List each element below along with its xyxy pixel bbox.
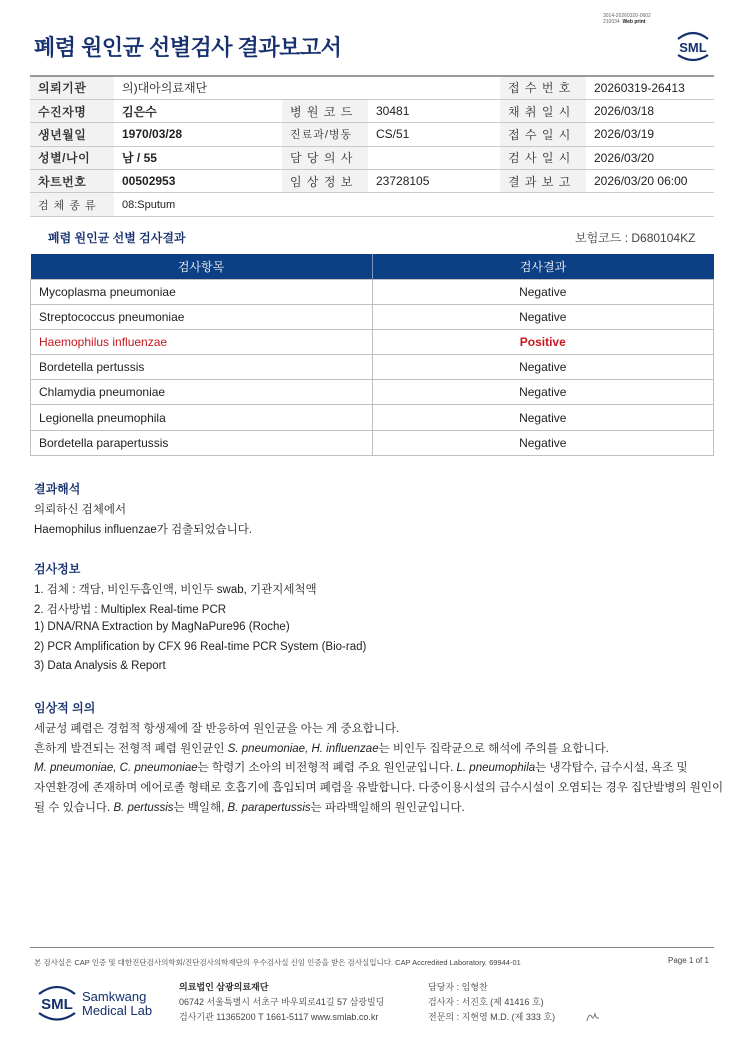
insurance-code: 보험코드 : D680104KZ [575, 231, 696, 245]
test-info-title: 검사정보 [34, 562, 81, 576]
receipt-no-value: 20260319-26413 [594, 80, 685, 95]
patient-info-table [30, 75, 714, 217]
table-row [31, 355, 714, 380]
logo-brand-line1: Samkwang [82, 989, 147, 1004]
patient-value: 김은수 [122, 104, 157, 119]
test-result: Negative [372, 355, 713, 380]
info-row [30, 146, 714, 169]
test-item: Streptococcus pneumoniae [31, 304, 373, 329]
info-row [30, 99, 714, 122]
info-row [30, 170, 714, 193]
test-date-label: 검 사 일 시 [500, 146, 586, 169]
table-row [31, 279, 714, 304]
test-date-value: 2026/03/20 [594, 150, 655, 165]
test-item: Legionella pneumophila [31, 405, 373, 430]
test-item: Bordetella parapertussis [31, 430, 373, 455]
footer-accreditation-note: 본 검사실은 CAP 인증 및 대한진단검사의학회/진단검사의학재단의 우수검사실 신임 인증을 받은 검사실입니다. CAP Accredited Laboratory. 69944-01 [34, 958, 521, 967]
test-result: Negative [372, 380, 713, 405]
results-section-title: 폐렴 원인균 선별 검사결과 [48, 231, 186, 245]
dob-label: 생년월일 [30, 123, 114, 146]
collect-date-value: 2026/03/18 [594, 104, 655, 119]
footer-org: 의료법인 삼광의료재단 [179, 982, 269, 992]
page-number: Page 1 of 1 [668, 956, 709, 965]
footer-tester: 검사자 : 서진호 (제 41416 호) [428, 997, 544, 1007]
table-row [31, 304, 714, 329]
specimen-value: 08:Sputum [122, 198, 176, 211]
patient-label: 수진자명 [30, 99, 114, 122]
info-row [30, 193, 714, 216]
hospital-code-label: 병 원 코 드 [282, 99, 368, 122]
clinical-line: 자연환경에 존재하며 에어로졸 형태로 호흡기에 흡입되며 폐렴을 유발합니다. 다중이용시설의 급수시설이 오염되는 경우 집단발병의 원인이 [34, 782, 724, 794]
print-meta-line1: 3014-20260320-0602 [603, 13, 651, 19]
print-meta-code: 210034 [603, 19, 620, 25]
interpretation-title: 결과해석 [34, 482, 81, 496]
test-info-line: 1. 검체 : 객담, 비인두흡인액, 비인두 swab, 기관지세척액 [34, 584, 317, 596]
signature-mark [584, 1010, 602, 1024]
clinical-line: M. pneumoniae, C. pneumoniae는 학령기 소아의 비전형적 폐렴 주요 원인균입니다. L. pneumophila는 냉각탑수, 급수시설, 욕조 및 [34, 762, 688, 774]
test-result: Negative [372, 279, 713, 304]
document-title: 폐렴 원인균 선별검사 결과보고서 [34, 35, 342, 60]
clinical-significance-title: 임상적 의의 [34, 701, 96, 715]
clinical-label: 임 상 정 보 [282, 170, 368, 193]
test-result: Negative [372, 304, 713, 329]
doctor-value [368, 146, 500, 169]
chart-no-label: 차트번호 [30, 170, 114, 193]
collect-date-label: 채 취 일 시 [500, 99, 586, 122]
sex-age-label: 성별/나이 [30, 146, 114, 169]
requester-label: 의뢰기관 [30, 76, 114, 99]
footer-specialist: 전문의 : 지현영 M.D. (제 333 호) [428, 1012, 556, 1022]
test-item: Bordetella pertussis [31, 355, 373, 380]
test-result: Negative [372, 405, 713, 430]
sml-logo-badge [672, 25, 714, 63]
footer-address: 06742 서울특별시 서초구 바우뫼로41길 57 삼광빌딩 [179, 997, 385, 1007]
clinical-line: 흔하게 발견되는 전형적 폐렴 원인균인 S. pneumoniae, H. influenzae는 비인두 집락균으로 해석에 주의를 요합니다. [34, 743, 609, 755]
print-meta-label: Web print [622, 19, 646, 25]
test-item: Haemophilus influenzae [31, 329, 373, 354]
receipt-date-value: 2026/03/19 [594, 127, 655, 142]
clinical-line: 될 수 있습니다. B. pertussis는 백일해, B. parapertussis는 파라백일해의 원인균입니다. [34, 802, 465, 814]
results-col-item: 검사항목 [31, 254, 373, 279]
info-row [30, 76, 714, 99]
footer-org-block [179, 980, 384, 1025]
dept-label: 진료과/병동 [282, 123, 368, 146]
footer-manager: 담당자 : 임형찬 [428, 982, 488, 992]
receipt-date-label: 접 수 일 시 [500, 123, 586, 146]
info-row [30, 123, 714, 146]
interpretation-line: 의뢰하신 검체에서 [34, 504, 127, 516]
test-info-line: 2. 검사방법 : Multiplex Real-time PCR [34, 604, 227, 616]
specimen-label: 검 체 종 류 [30, 193, 114, 216]
results-table [30, 254, 714, 456]
receipt-no-label: 접 수 번 호 [500, 76, 586, 99]
interpretation-line: Haemophilus influenzae가 검출되었습니다. [34, 524, 253, 536]
sml-badge-text: SML [679, 40, 707, 55]
requester-value: 의)대아의료재단 [122, 81, 208, 96]
test-result: Positive [372, 329, 713, 354]
print-meta [603, 13, 651, 25]
dob-value: 1970/03/28 [122, 127, 183, 142]
samkwang-logo [36, 980, 176, 1026]
sex-age-value: 남 / 55 [122, 151, 157, 166]
table-row [31, 405, 714, 430]
hospital-code-value: 30481 [376, 104, 410, 119]
clinical-line: 세균성 폐렴은 경험적 항생제에 잘 반응하여 원인균을 아는 게 중요합니다. [34, 723, 400, 735]
report-date-value: 2026/03/20 06:00 [594, 174, 688, 189]
results-col-result: 검사결과 [372, 254, 713, 279]
footer-divider [30, 947, 714, 948]
test-info-line: 3) Data Analysis & Report [34, 660, 166, 672]
footer-contact: 검사기관 11365200 T 1661-5117 www.smlab.co.kr [179, 1012, 379, 1022]
footer-staff-block [428, 980, 555, 1025]
test-item: Chlamydia pneumoniae [31, 380, 373, 405]
clinical-value: 23728105 [376, 174, 430, 189]
table-row [31, 430, 714, 455]
test-info-line: 2) PCR Amplification by CFX 96 Real-time PCR System (Bio-rad) [34, 641, 367, 653]
table-row-positive [31, 329, 714, 354]
logo-brand-line2: Medical Lab [82, 1003, 153, 1018]
logo-sml-text: SML [41, 996, 73, 1013]
test-info-line: 1) DNA/RNA Extraction by MagNaPure96 (Roche) [34, 621, 290, 633]
test-item: Mycoplasma pneumoniae [31, 279, 373, 304]
dept-value: CS/51 [376, 127, 410, 142]
chart-no-value: 00502953 [122, 174, 176, 189]
table-row [31, 380, 714, 405]
test-result: Negative [372, 430, 713, 455]
doctor-label: 담 당 의 사 [282, 146, 368, 169]
report-date-label: 결 과 보 고 [500, 170, 586, 193]
